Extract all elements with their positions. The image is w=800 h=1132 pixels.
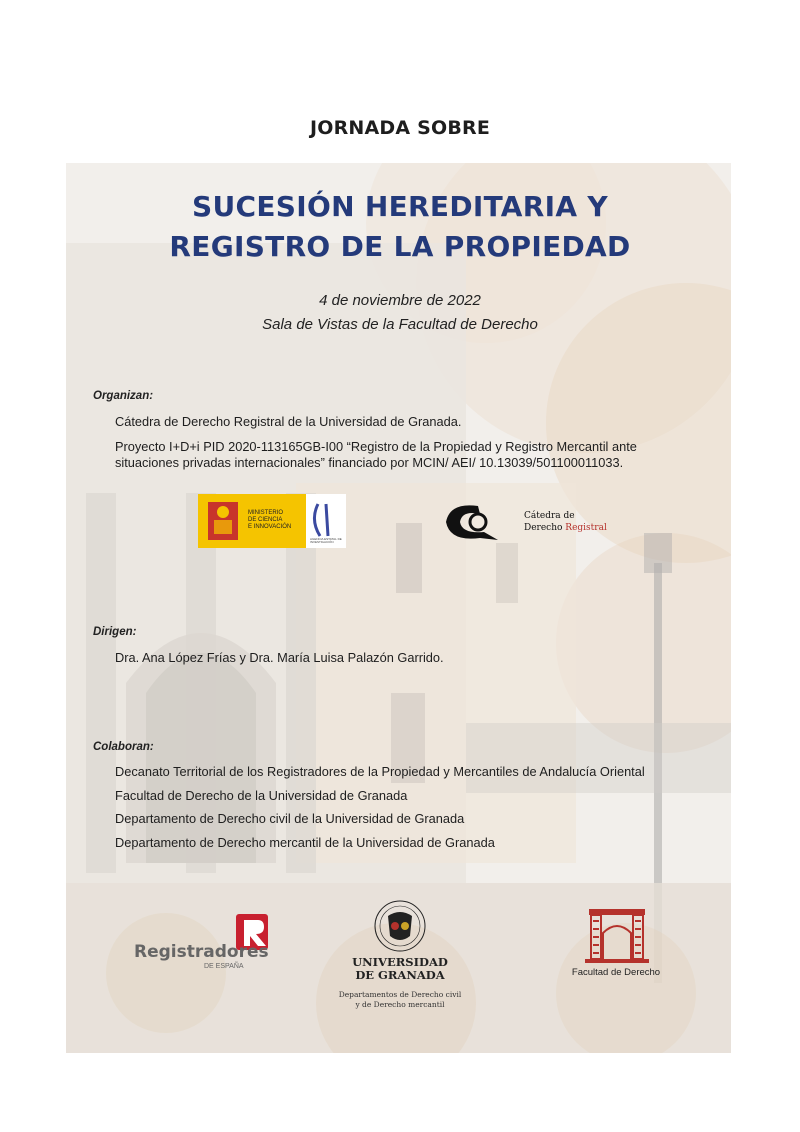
organizer-item: situaciones privadas internacionales” financiado por MCIN/ AEI/ 10.13039/501100011033.	[115, 455, 624, 470]
collaborator-item: Facultad de Derecho de la Universidad de Granada	[115, 788, 408, 803]
organizan-label: Organizan:	[93, 390, 154, 402]
ministerio-text-2: DE CIENCIA	[248, 517, 283, 523]
ministerio-logo	[198, 494, 346, 548]
ministerio-text-1: MINISTERIO	[248, 510, 284, 516]
collaborator-item: Departamento de Derecho mercantil de la Universidad de Granada	[115, 835, 495, 850]
facultad-arch-icon	[563, 905, 669, 965]
facultad-text: Facultad de Derecho	[571, 967, 661, 978]
ugr-subtext-2: y de Derecho mercantil	[355, 1000, 445, 1009]
colaboran-label: Colaboran:	[93, 741, 154, 753]
aei-text: AGENCIA ESTATAL DE INVESTIGACIÓN	[310, 537, 342, 544]
event-date: 4 de noviembre de 2022	[319, 292, 481, 309]
main-title-line1: SUCESIÓN HEREDITARIA Y	[192, 190, 608, 223]
event-venue: Sala de Vistas de la Facultad de Derecho	[262, 316, 538, 333]
collaborator-item: Departamento de Derecho civil de la Universidad de Granada	[115, 811, 465, 826]
ugr-subtext-1: Departamentos de Derecho civil	[338, 990, 462, 999]
registradores-logo	[134, 912, 274, 974]
ugr-crest-icon	[338, 898, 462, 954]
catedra-text-2b: Registral	[565, 523, 607, 533]
ugr-logo	[338, 898, 462, 1016]
catedra-text-2a: Derecho	[524, 523, 566, 533]
director-item: Dra. Ana López Frías y Dra. María Luisa Palazón Garrido.	[115, 650, 444, 665]
catedra-logo	[440, 500, 610, 544]
ugr-text-2: DE GRANADA	[355, 968, 445, 982]
organizer-item: Proyecto I+D+i PID 2020-113165GB-I00 “Registro de la Propiedad y Registro Mercantil ante	[115, 439, 637, 454]
catedra-text-1: Cátedra de	[524, 511, 575, 521]
main-title-line2: REGISTRO DE LA PROPIEDAD	[169, 230, 631, 263]
facultad-logo	[563, 905, 669, 981]
registradores-subtext: DE ESPAÑA	[204, 963, 244, 970]
collaborator-item: Decanato Territorial de los Registradores de la Propiedad y Mercantiles de Andalucía Oriental	[115, 764, 645, 779]
registradores-text: Registradores	[134, 942, 269, 962]
catedra-logo-icon	[440, 500, 504, 544]
ministerio-text-3: E INNOVACIÓN	[248, 524, 292, 530]
dirigen-label: Dirigen:	[93, 626, 137, 638]
ugr-text-1: UNIVERSIDAD	[352, 955, 448, 969]
pre-title: JORNADA SOBRE	[309, 117, 491, 139]
organizer-item: Cátedra de Derecho Registral de la Universidad de Granada.	[115, 414, 462, 429]
